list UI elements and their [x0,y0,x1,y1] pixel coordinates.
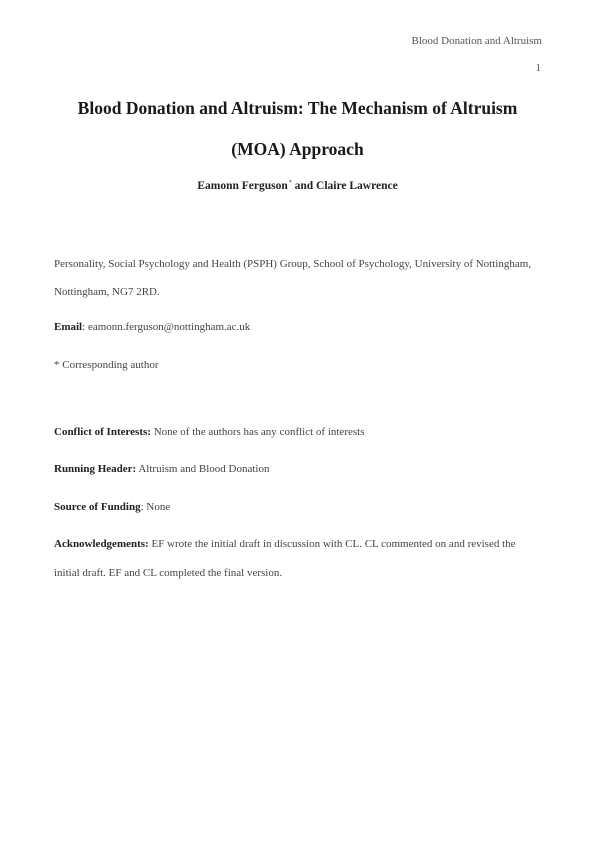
conflict-label: Conflict of Interests: [54,426,151,438]
conflict-of-interests [54,426,541,438]
email-line [54,321,541,333]
author-connector: and Claire Lawrence [291,180,398,192]
corresponding-author-note: * Corresponding author [54,359,159,371]
corresponding-marker: * [288,180,292,186]
affiliation: Personality, Social Psychology and Health (PSPH) Group, School of Psychology, University of Nottingham, Nottingham, NG7 2RD. [54,258,532,298]
source-of-funding [54,501,541,513]
running-header-label: Running Header: [54,463,137,475]
acknowledgements-label: Acknowledgements: [54,538,149,550]
author-line [54,180,541,192]
running-header-value: Altruism and Blood Donation [136,463,270,475]
email-separator: : [82,321,88,333]
email-label: Email [54,321,83,333]
funding-value: None [146,501,171,513]
funding-label: Source of Funding [54,501,141,513]
page-number: 1 [535,62,541,74]
funding-separator: : [140,501,147,513]
email-address[interactable]: eamonn.ferguson@nottingham.ac.uk [87,321,251,333]
author-name: Eamonn Ferguson [197,180,288,192]
acknowledgements [54,530,541,588]
running-head: Blood Donation and Altruism [411,35,542,47]
acknowledgements-value: EF wrote the initial draft in discussion with CL. CL commented on and revised the initial draft. EF and CL completed the final version. [54,538,516,579]
conflict-value: None of the authors has any conflict of interests [150,426,365,438]
running-header-line [54,463,541,475]
paper-title: Blood Donation and Altruism: The Mechanism of Altruism (MOA) Approach [77,98,518,159]
